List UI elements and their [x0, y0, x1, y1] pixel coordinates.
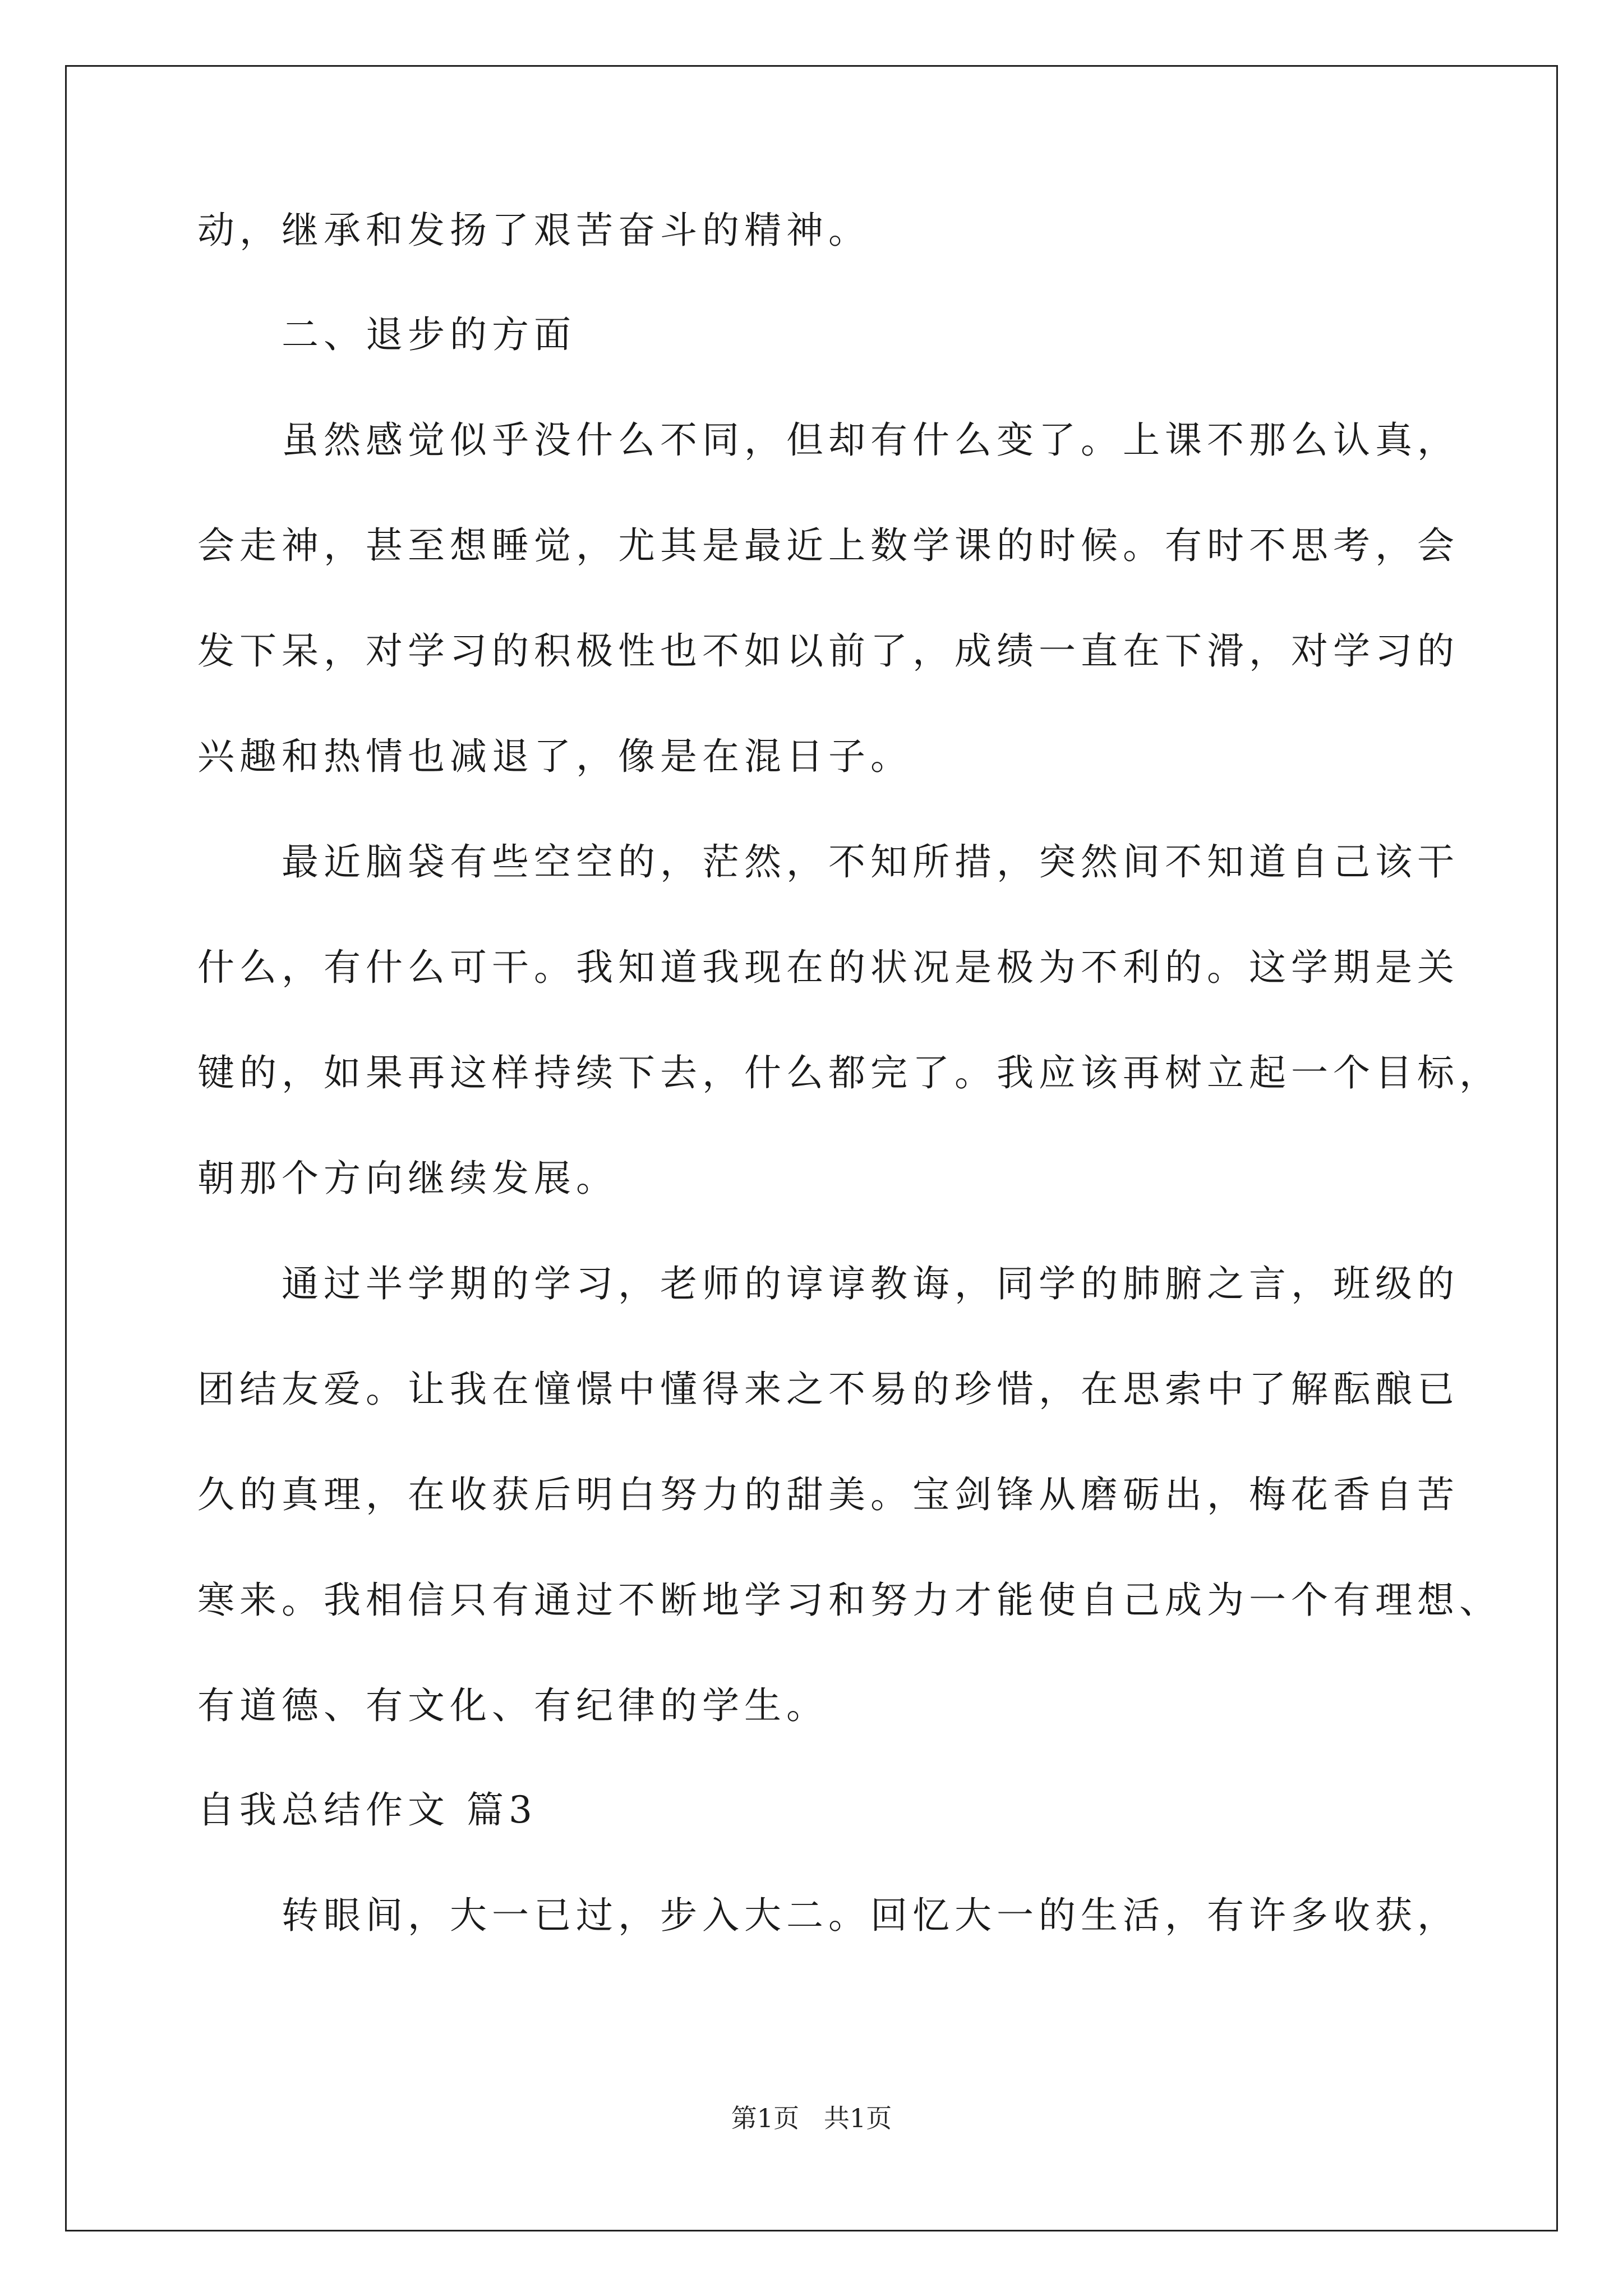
paragraph-line: 团结友爱。让我在憧憬中懂得来之不易的珍惜，在思索中了解酝酿已: [197, 1368, 1459, 1411]
paragraph-line: 朝那个方向继续发展。: [197, 1157, 618, 1200]
paragraph-line: 最近脑袋有些空空的，茫然，不知所措，突然间不知道自己该干: [282, 840, 1459, 884]
paragraph-line: 转眼间，大一已过，步入大二。回忆大一的生活，有许多收获，: [282, 1894, 1459, 1937]
paragraph-line: 键的，如果再这样持续下去，什么都完了。我应该再树立起一个目标，: [197, 1051, 1501, 1094]
paragraph-line: 通过半学期的学习，老师的谆谆教诲，同学的肺腑之言，班级的: [282, 1262, 1459, 1305]
article-heading: 自我总结作文 篇3: [197, 1788, 537, 1832]
paragraph-line: 什么，有什么可干。我知道我现在的状况是极为不利的。这学期是关: [197, 946, 1459, 989]
page-number-footer: 第1页 共1页: [731, 2103, 892, 2133]
body-line: 动，继承和发扬了艰苦奋斗的精神。: [197, 209, 870, 252]
paragraph-line: 有道德、有文化、有纪律的学生。: [197, 1684, 828, 1727]
paragraph-line: 虽然感觉似乎没什么不同，但却有什么变了。上课不那么认真，: [282, 418, 1459, 462]
paragraph-line: 兴趣和热情也减退了，像是在混日子。: [197, 735, 912, 778]
paragraph-line: 久的真理，在收获后明白努力的甜美。宝剑锋从磨砺出，梅花香自苦: [197, 1473, 1459, 1516]
paragraph-line: 发下呆，对学习的积极性也不如以前了，成绩一直在下滑，对学习的: [197, 629, 1459, 673]
section-heading: 二、退步的方面: [282, 313, 576, 356]
paragraph-line: 会走神，甚至想睡觉，尤其是最近上数学课的时候。有时不思考，会: [197, 524, 1459, 567]
paragraph-line: 寒来。我相信只有通过不断地学习和努力才能使自己成为一个有理想、: [197, 1579, 1501, 1622]
